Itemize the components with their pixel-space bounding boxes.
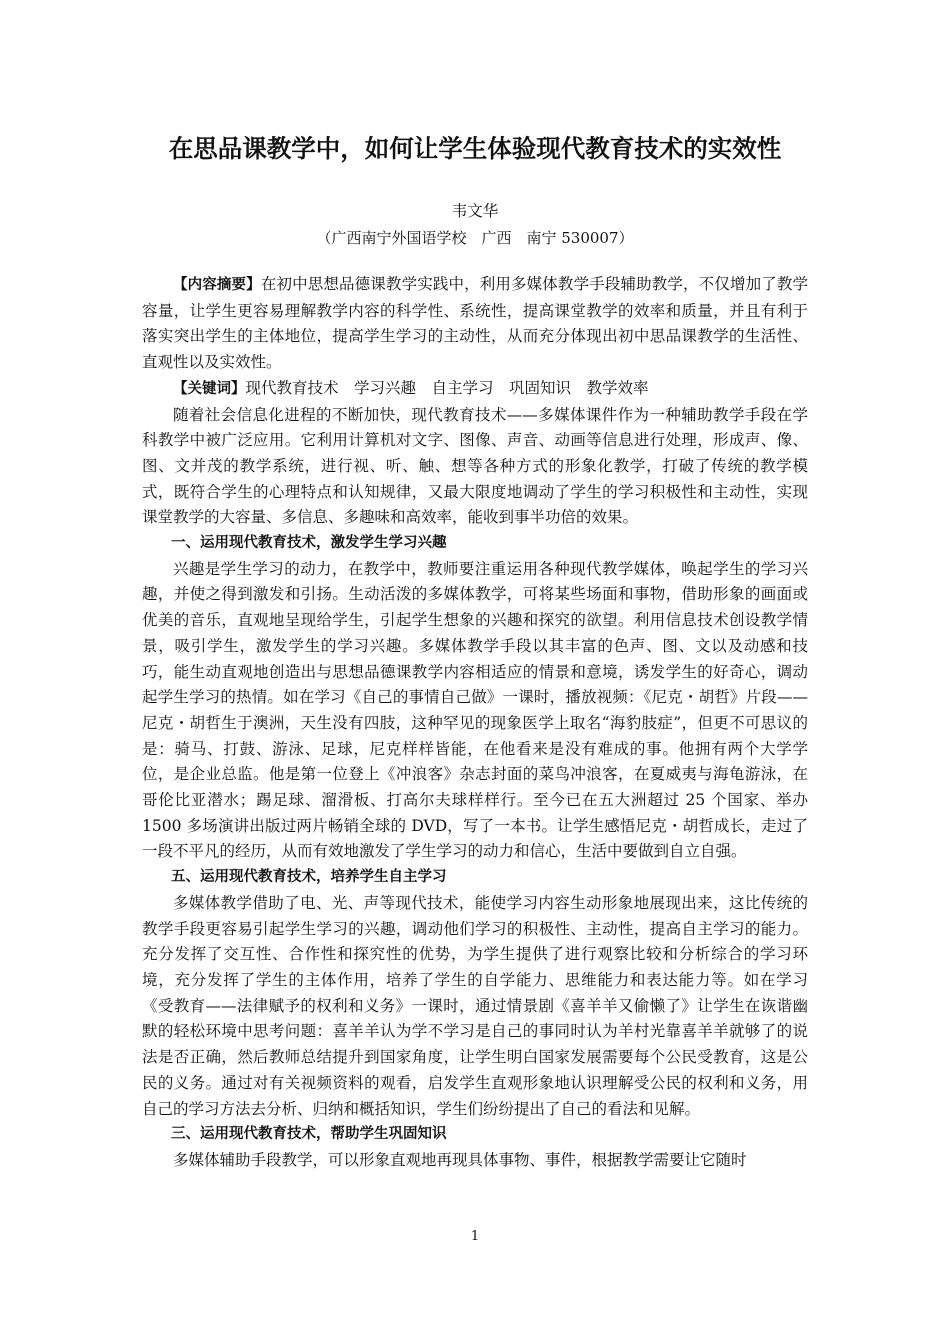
section-heading-2: 五、运用现代教育技术，培养学生自主学习	[171, 869, 447, 886]
abstract-text: 在初中思想品德课教学实践中，利用多媒体教学手段辅助教学，不仅增加了教学容量，让学生更容易理解教学内容的科学性、系统性，提高课堂教学的效率和质量，并且有利于落实突出学生的主体地位，提高学生学习的主动性，从而充分体现出初中思品课教学的生活性、直观性以及实效性。	[142, 275, 808, 372]
abstract-label: 【内容摘要】	[173, 277, 261, 293]
abstract-paragraph	[142, 272, 808, 376]
intro-paragraph: 随着社会信息化进程的不断加快，现代教育技术——多媒体课件作为一种辅助教学手段在学科教学中被广泛应用。它利用计算机对文字、图像、声音、动画等信息进行处理，形成声、像、图、文并茂的教学系统，进行视、听、触、想等各种方式的形象化教学，打破了传统的教学模式，既符合学生的心理特点和认知规律，又最大限度地调动了学生的学习积极性和主动性，实现课堂教学的大容量、多信息、多趣味和高效率，能收到事半功倍的效果。	[142, 405, 808, 527]
section-heading-3: 三、运用现代教育技术，帮助学生巩固知识	[171, 1126, 447, 1143]
keywords-label: 【关键词】	[173, 380, 246, 397]
section-3-paragraph: 多媒体辅助手段教学，可以形象直观地再现具体事物、事件，根据教学需要让它随时	[173, 1150, 747, 1169]
section-heading-1: 一、运用现代教育技术，激发学生学习兴趣	[171, 535, 447, 552]
section-2-paragraph: 多媒体教学借助了电、光、声等现代技术，能使学习内容生动形象地展现出来，这比传统的教学手段更容易引起学生学习的兴趣，调动他们学习的积极性、主动性，提高自主学习的能力。充分发挥了交互性、合作性和探究性的优势，为学生提供了进行观察比较和分析综合的学习环境，充分发挥了学生的主体作用，培养了学生的自学能力、思维能力和表达能力等。如在学习《受教育——法律赋予的权利和义务》一课时，通过情景剧《喜羊羊又偷懒了》让学生在诙谐幽默的轻松环境中思考问题：喜羊羊认为学不学习是自己的事同时认为羊村光靠喜羊羊就够了的说法是否正确，然后教师总结提升到国家角度，让学生明白国家发展需要每个公民受教育，这是公民的义务。通过对有关视频资料的观看，启发学生直观形象地认识理解受公民的权利和义务，用自己的学习方法去分析、归纳和概括知识，学生们纷纷提出了自己的看法和见解。	[142, 893, 808, 1118]
page-title: 在思品课教学中，如何让学生体验现代教育技术的实效性	[168, 134, 782, 163]
author-affiliation: （广西南宁外国语学校 广西 南宁 530007）	[316, 229, 634, 247]
keywords-text: 现代教育技术 学习兴趣 自主学习 巩固知识 教学效率	[245, 378, 649, 397]
article-body	[142, 272, 808, 1174]
author-name: 韦文华	[451, 202, 499, 220]
page-number: 1	[470, 1229, 480, 1244]
section-1-paragraph: 兴趣是学生学习的动力，在教学中，教师要注重运用各种现代教学媒体，唤起学生的学习兴趣，并使之得到激发和引扬。生动活泼的多媒体教学，可将某些场面和事物，借助形象的画面或优美的音乐，直观地呈现给学生，引起学生想象的兴趣和探究的欲望。利用信息技术创设教学情景，吸引学生，激发学生的学习兴趣。多媒体教学手段以其丰富的色声、图、文以及动感和技巧，能生动直观地创造出与思想品德课教学内容相适应的情景和意境，诱发学生的好奇心，调动起学生学习的热情。如在学习《自己的事情自己做》一课时，播放视频：《尼克・胡哲》片段——尼克・胡哲生于澳洲，天生没有四肢，这种罕见的现象医学上取名“海豹肢症”，但更不可思议的是：骑马、打鼓、游泳、足球，尼克样样皆能，在他看来是没有难成的事。他拥有两个大学学位，是企业总监。他是第一位登上《冲浪客》杂志封面的菜鸟冲浪客，在夏威夷与海龟游泳，在哥伦比亚潜水；踢足球、溜滑板、打高尔夫球样样行。至今已在五大洲超过 25 个国家、举办 1500 多场演讲出版过两片畅销全球的 DVD，写了一本书。让学生感悟尼克・胡哲成长，走过了一段不平凡的经历，从而有效地激发了学生学习的动力和信心，生活中要做到自立自强。	[142, 559, 808, 861]
keywords-paragraph	[142, 376, 808, 403]
